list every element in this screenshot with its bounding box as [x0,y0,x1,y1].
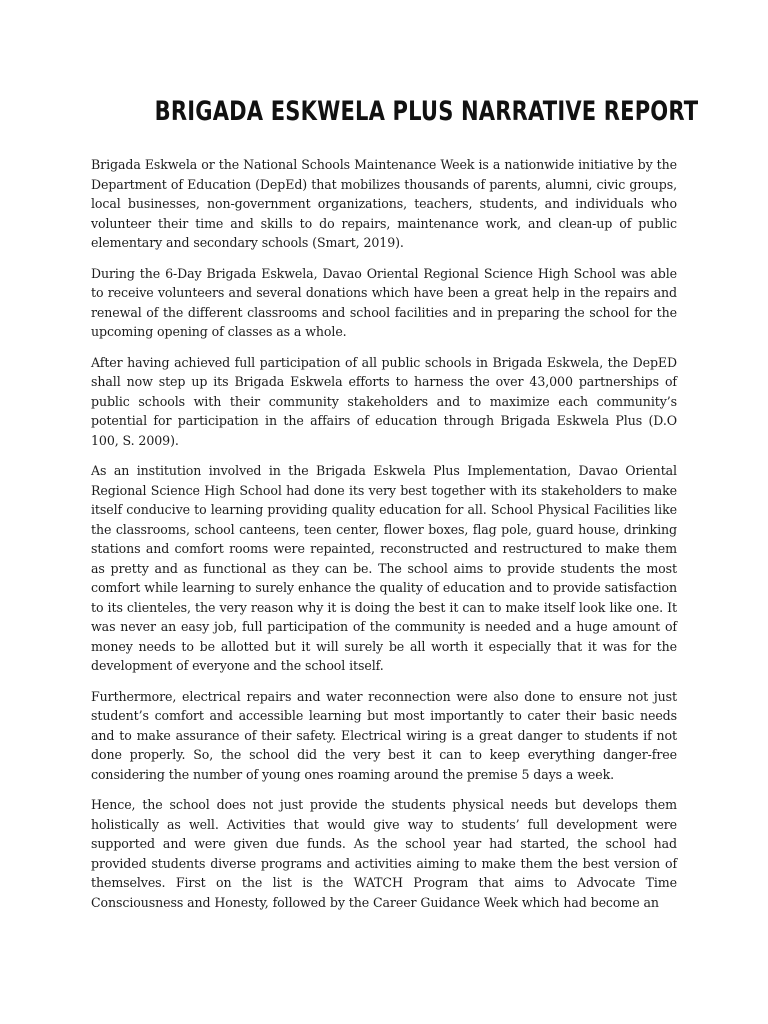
paragraph-brigada-definition: Brigada Eskwela or the National Schools Maintenance Week is a nationwide initiative by the Department of Education (DepEd) that mobilizes thousands of parents, alumni, civic groups, local businesses, non-government organizations, teachers, students, and individuals who volunteer their time and skills to do repairs, maintenance work, and clean-up of public elementary and secondary schools (Smart, 2019). [91,157,677,250]
page-title: BRIGADA ESKWELA PLUS NARRATIVE REPORT [154,96,699,127]
paragraph-electrical-repairs: Furthermore, electrical repairs and water reconnection were also done to ensure not just student’s comfort and accessible learning but most importantly to cater their basic needs and to make assurance of their safety. Electrical wiring is a great danger to students if not done properly. So, the school did the very best it can to keep everything danger-free considering the number of young ones roaming around the premise 5 days a week. [91,688,677,782]
document-body [91,155,677,923]
paragraph-implementation: As an institution involved in the Brigada Eskwela Plus Implementation, Davao Oriental Regional Science High School had done its very best together with its stakeholders to make itself conducive to learning providing quality education for all. School Physical Facilities like the classrooms, school canteens, teen center, flower boxes, flag pole, guard house, drinking stations and comfort rooms were repainted, reconstructed and restructured to make them as pretty and as functional as they can be. The school aims to provide students the most comfort while learning to surely enhance the quality of education and to provide satisfaction to its clienteles, the very reason why it is doing the best it can to make itself look like one. It was never an easy job, full participation of the community is needed and a huge amount of money needs to be allotted but it will surely be all worth it especially that it was for the development of everyone and the school itself. [91,463,677,673]
paragraph-holistic-development: Hence, the school does not just provide the students physical needs but develops them holistically as well. Activities that would give way to students’ full development were supported and were given due funds. As the school year had started, the school had provided students diverse programs and activities aiming to make them the best version of themselves. First on the list is the WATCH Program that aims to Advocate Time Consciousness and Honesty, followed by the Career Guidance Week which had become an [91,797,677,910]
paragraph-brigada-plus: After having achieved full participation of all public schools in Brigada Eskwela, the DepED shall now step up its Brigada Eskwela efforts to harness the over 43,000 partnerships of public schools with their community stakeholders and to maximize each community’s potential for participation in the affairs of education through Brigada Eskwela Plus (D.O 100, S. 2009). [91,354,677,448]
paragraph-six-day-brigada: During the 6-Day Brigada Eskwela, Davao Oriental Regional Science High School was able to receive volunteers and several donations which have been a great help in the repairs and renewal of the different classrooms and school facilities and in preparing the school for the upcoming opening of classes as a whole. [91,265,677,339]
